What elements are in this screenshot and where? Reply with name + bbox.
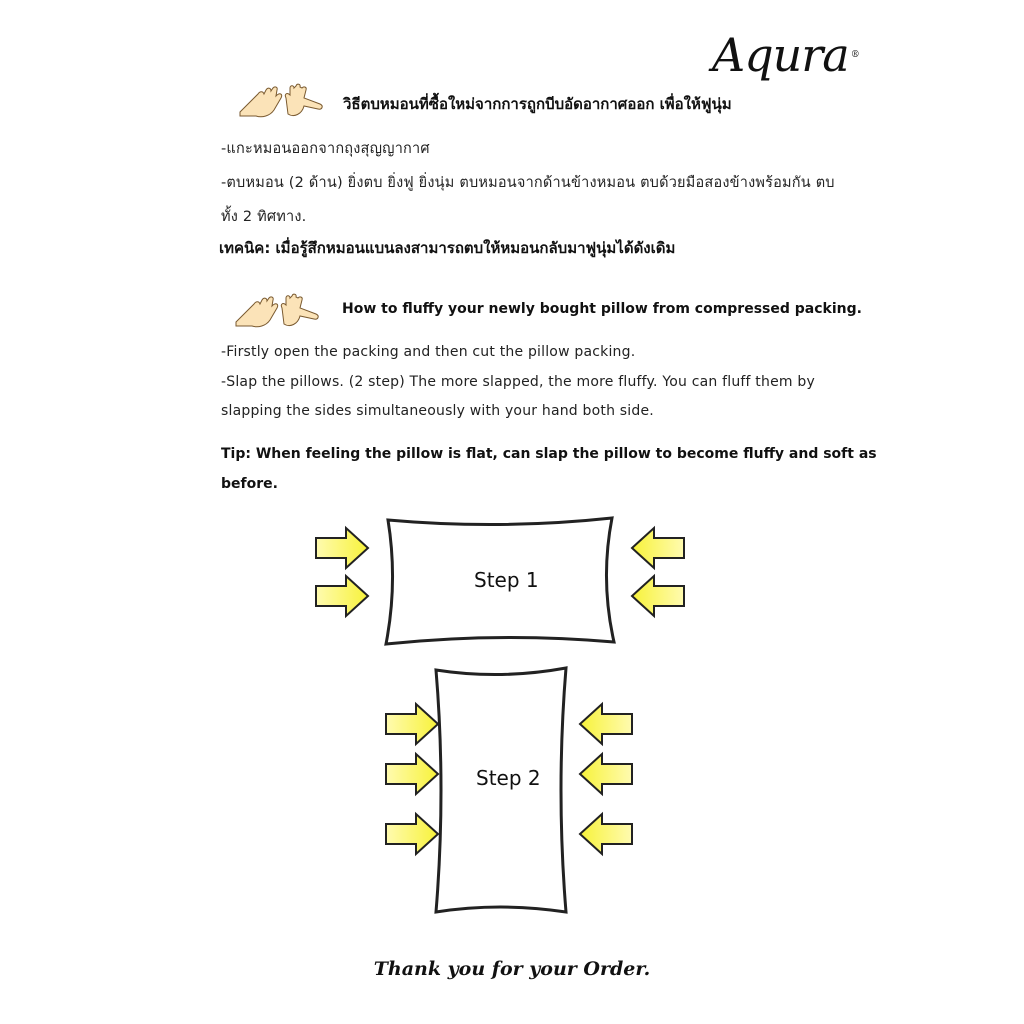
step-2-label: Step 2 xyxy=(476,766,541,790)
arrow-right-icon xyxy=(386,754,438,794)
arrow-left-icon xyxy=(632,576,684,616)
arrow-left-icon xyxy=(632,528,684,568)
english-line-1: -Firstly open the packing and then cut the pillow packing. xyxy=(221,344,636,360)
thai-heading: วิธีตบหมอนที่ซื้อใหม่จากการถูกบีบอัดอากาศออก เพื่อให้ฟูนุ่ม xyxy=(343,95,732,113)
thai-line-2a: -ตบหมอน (2 ด้าน) ยิ่งตบ ยิ่งฟู ยิ่งนุ่ม ตบหมอนจากด้านข้างหมอน ตบด้วยมือสองข้างพร้อมกัน ตบ xyxy=(221,175,835,191)
arrow-right-icon xyxy=(316,528,368,568)
english-tip-b: before. xyxy=(221,476,278,492)
registered-mark: ® xyxy=(850,50,859,60)
thai-line-1: -แกะหมอนออกจากถุงสุญญากาศ xyxy=(221,141,430,157)
arrow-right-icon xyxy=(386,814,438,854)
english-heading: How to fluffy your newly bought pillow from compressed packing. xyxy=(342,301,862,317)
english-tip-a: Tip: When feeling the pillow is flat, can slap the pillow to become fluffy and soft as xyxy=(221,446,877,462)
arrow-left-icon xyxy=(580,814,632,854)
thai-line-2b: ทั้ง 2 ทิศทาง. xyxy=(221,209,307,225)
logo-text: Aqura xyxy=(712,28,849,82)
thai-tip: เทคนิค: เมื่อรู้สึกหมอนแบนลงสามารถตบให้หมอนกลับมาฟูนุ่มได้ดังเดิม xyxy=(219,239,676,257)
step-1-label: Step 1 xyxy=(474,568,539,592)
arrow-right-icon xyxy=(316,576,368,616)
english-line-2b: slapping the sides simultaneously with your hand both side. xyxy=(221,403,654,419)
arrow-right-icon xyxy=(386,704,438,744)
arrow-left-icon xyxy=(580,704,632,744)
pillow-step-2 xyxy=(436,668,566,912)
arrow-left-icon xyxy=(580,754,632,794)
thank-you-note: Thank you for your Order. xyxy=(373,958,651,980)
english-line-2a: -Slap the pillows. (2 step) The more slapped, the more fluffy. You can fluff them by xyxy=(221,374,815,390)
